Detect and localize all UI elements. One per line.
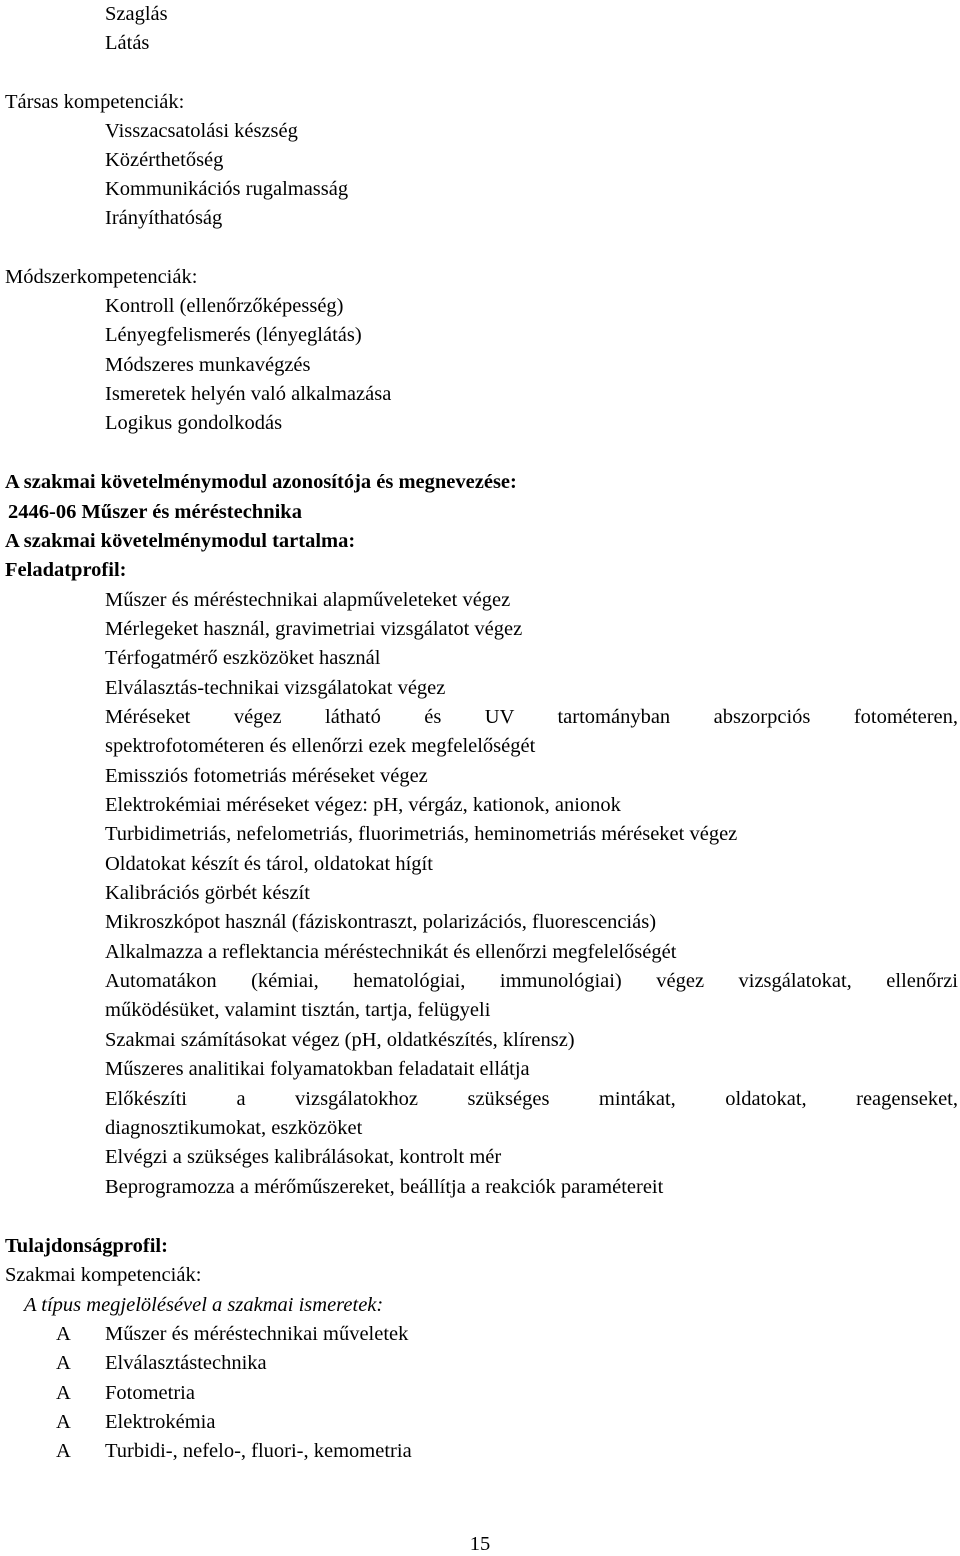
task-item: Beprogramozza a mérőműszereket, beállítja a reakciók paramétereit [105,1176,664,1198]
list-item: Logikus gondolkodás [105,412,283,434]
knowledge-type: A [56,1323,71,1345]
task-item: Automatákon (kémiai, hematológiai, immunológiai) végez vizsgálatokat, ellenőrzi [105,970,958,992]
knowledge-text: Műszer és méréstechnikai műveletek [105,1323,409,1345]
knowledge-type: A [56,1440,71,1462]
list-item: Visszacsatolási készség [105,120,298,142]
task-item: Térfogatmérő eszközöket használ [105,647,381,669]
task-item: Elválasztás-technikai vizsgálatokat végez [105,677,446,699]
task-item: Kalibrációs görbét készít [105,882,310,904]
list-item: Módszeres munkavégzés [105,354,311,376]
tulajdonsag-heading: Tulajdonságprofil: [5,1235,168,1257]
task-item: Mérlegeket használ, gravimetriai vizsgálatot végez [105,618,523,640]
section-heading-tarsas: Társas kompetenciák: [5,91,185,113]
task-item-continued: működésüket, valamint tisztán, tartja, felügyeli [105,999,491,1021]
list-item: Szaglás [105,3,168,25]
list-item: Ismeretek helyén való alkalmazása [105,383,392,405]
task-item: Elvégzi a szükséges kalibrálásokat, kontrolt mér [105,1146,502,1168]
szakmai-kompetenciak-heading: Szakmai kompetenciák: [5,1264,202,1286]
task-item: Műszeres analitikai folyamatokban feladatait ellátja [105,1058,530,1080]
knowledge-type: A [56,1382,71,1404]
knowledge-type: A [56,1352,71,1374]
list-item: Közérthetőség [105,149,224,171]
module-id-name: 2446-06 Műszer és méréstechnika [8,501,302,523]
task-item: Műszer és méréstechnikai alapműveleteket végez [105,589,511,611]
knowledge-text: Fotometria [105,1382,195,1404]
task-item: Előkészíti a vizsgálatokhoz szükséges mintákat, oldatokat, reagenseket, [105,1088,958,1110]
task-item: Alkalmazza a reflektancia méréstechnikát és ellenőrzi megfelelőségét [105,941,677,963]
list-item: Látás [105,32,150,54]
task-item-continued: spektrofotométeren és ellenőrzi ezek megfelelőségét [105,735,536,757]
list-item: Lényegfelismerés (lényeglátás) [105,324,362,346]
task-item: Elektrokémiai méréseket végez: pH, vérgáz, kationok, anionok [105,794,621,816]
page-number: 15 [469,1533,491,1555]
list-item: Irányíthatóság [105,207,223,229]
knowledge-intro: A típus megjelölésével a szakmai ismeretek: [24,1294,384,1316]
module-content-heading: A szakmai követelménymodul tartalma: [5,530,356,552]
module-id-heading: A szakmai követelménymodul azonosítója és megnevezése: [5,471,517,493]
task-item-continued: diagnosztikumokat, eszközöket [105,1117,363,1139]
task-item: Mikroszkópot használ (fáziskontraszt, polarizációs, fluorescenciás) [105,911,657,933]
task-item: Oldatokat készít és tárol, oldatokat hígít [105,853,433,875]
feladatprofil-heading: Feladatprofil: [5,559,127,581]
knowledge-type: A [56,1411,71,1433]
list-item: Kommunikációs rugalmasság [105,178,349,200]
task-item: Szakmai számításokat végez (pH, oldatkészítés, klírensz) [105,1029,575,1051]
knowledge-text: Turbidi-, nefelo-, fluori-, kemometria [105,1440,412,1462]
knowledge-text: Elválasztástechnika [105,1352,267,1374]
task-item: Turbidimetriás, nefelometriás, fluorimetriás, heminometriás méréseket végez [105,823,738,845]
task-item: Emissziós fotometriás méréseket végez [105,765,428,787]
knowledge-text: Elektrokémia [105,1411,216,1433]
section-heading-modszer: Módszerkompetenciák: [5,266,198,288]
list-item: Kontroll (ellenőrzőképesség) [105,295,344,317]
task-item: Méréseket végez látható és UV tartományban abszorpciós fotométeren, [105,706,958,728]
